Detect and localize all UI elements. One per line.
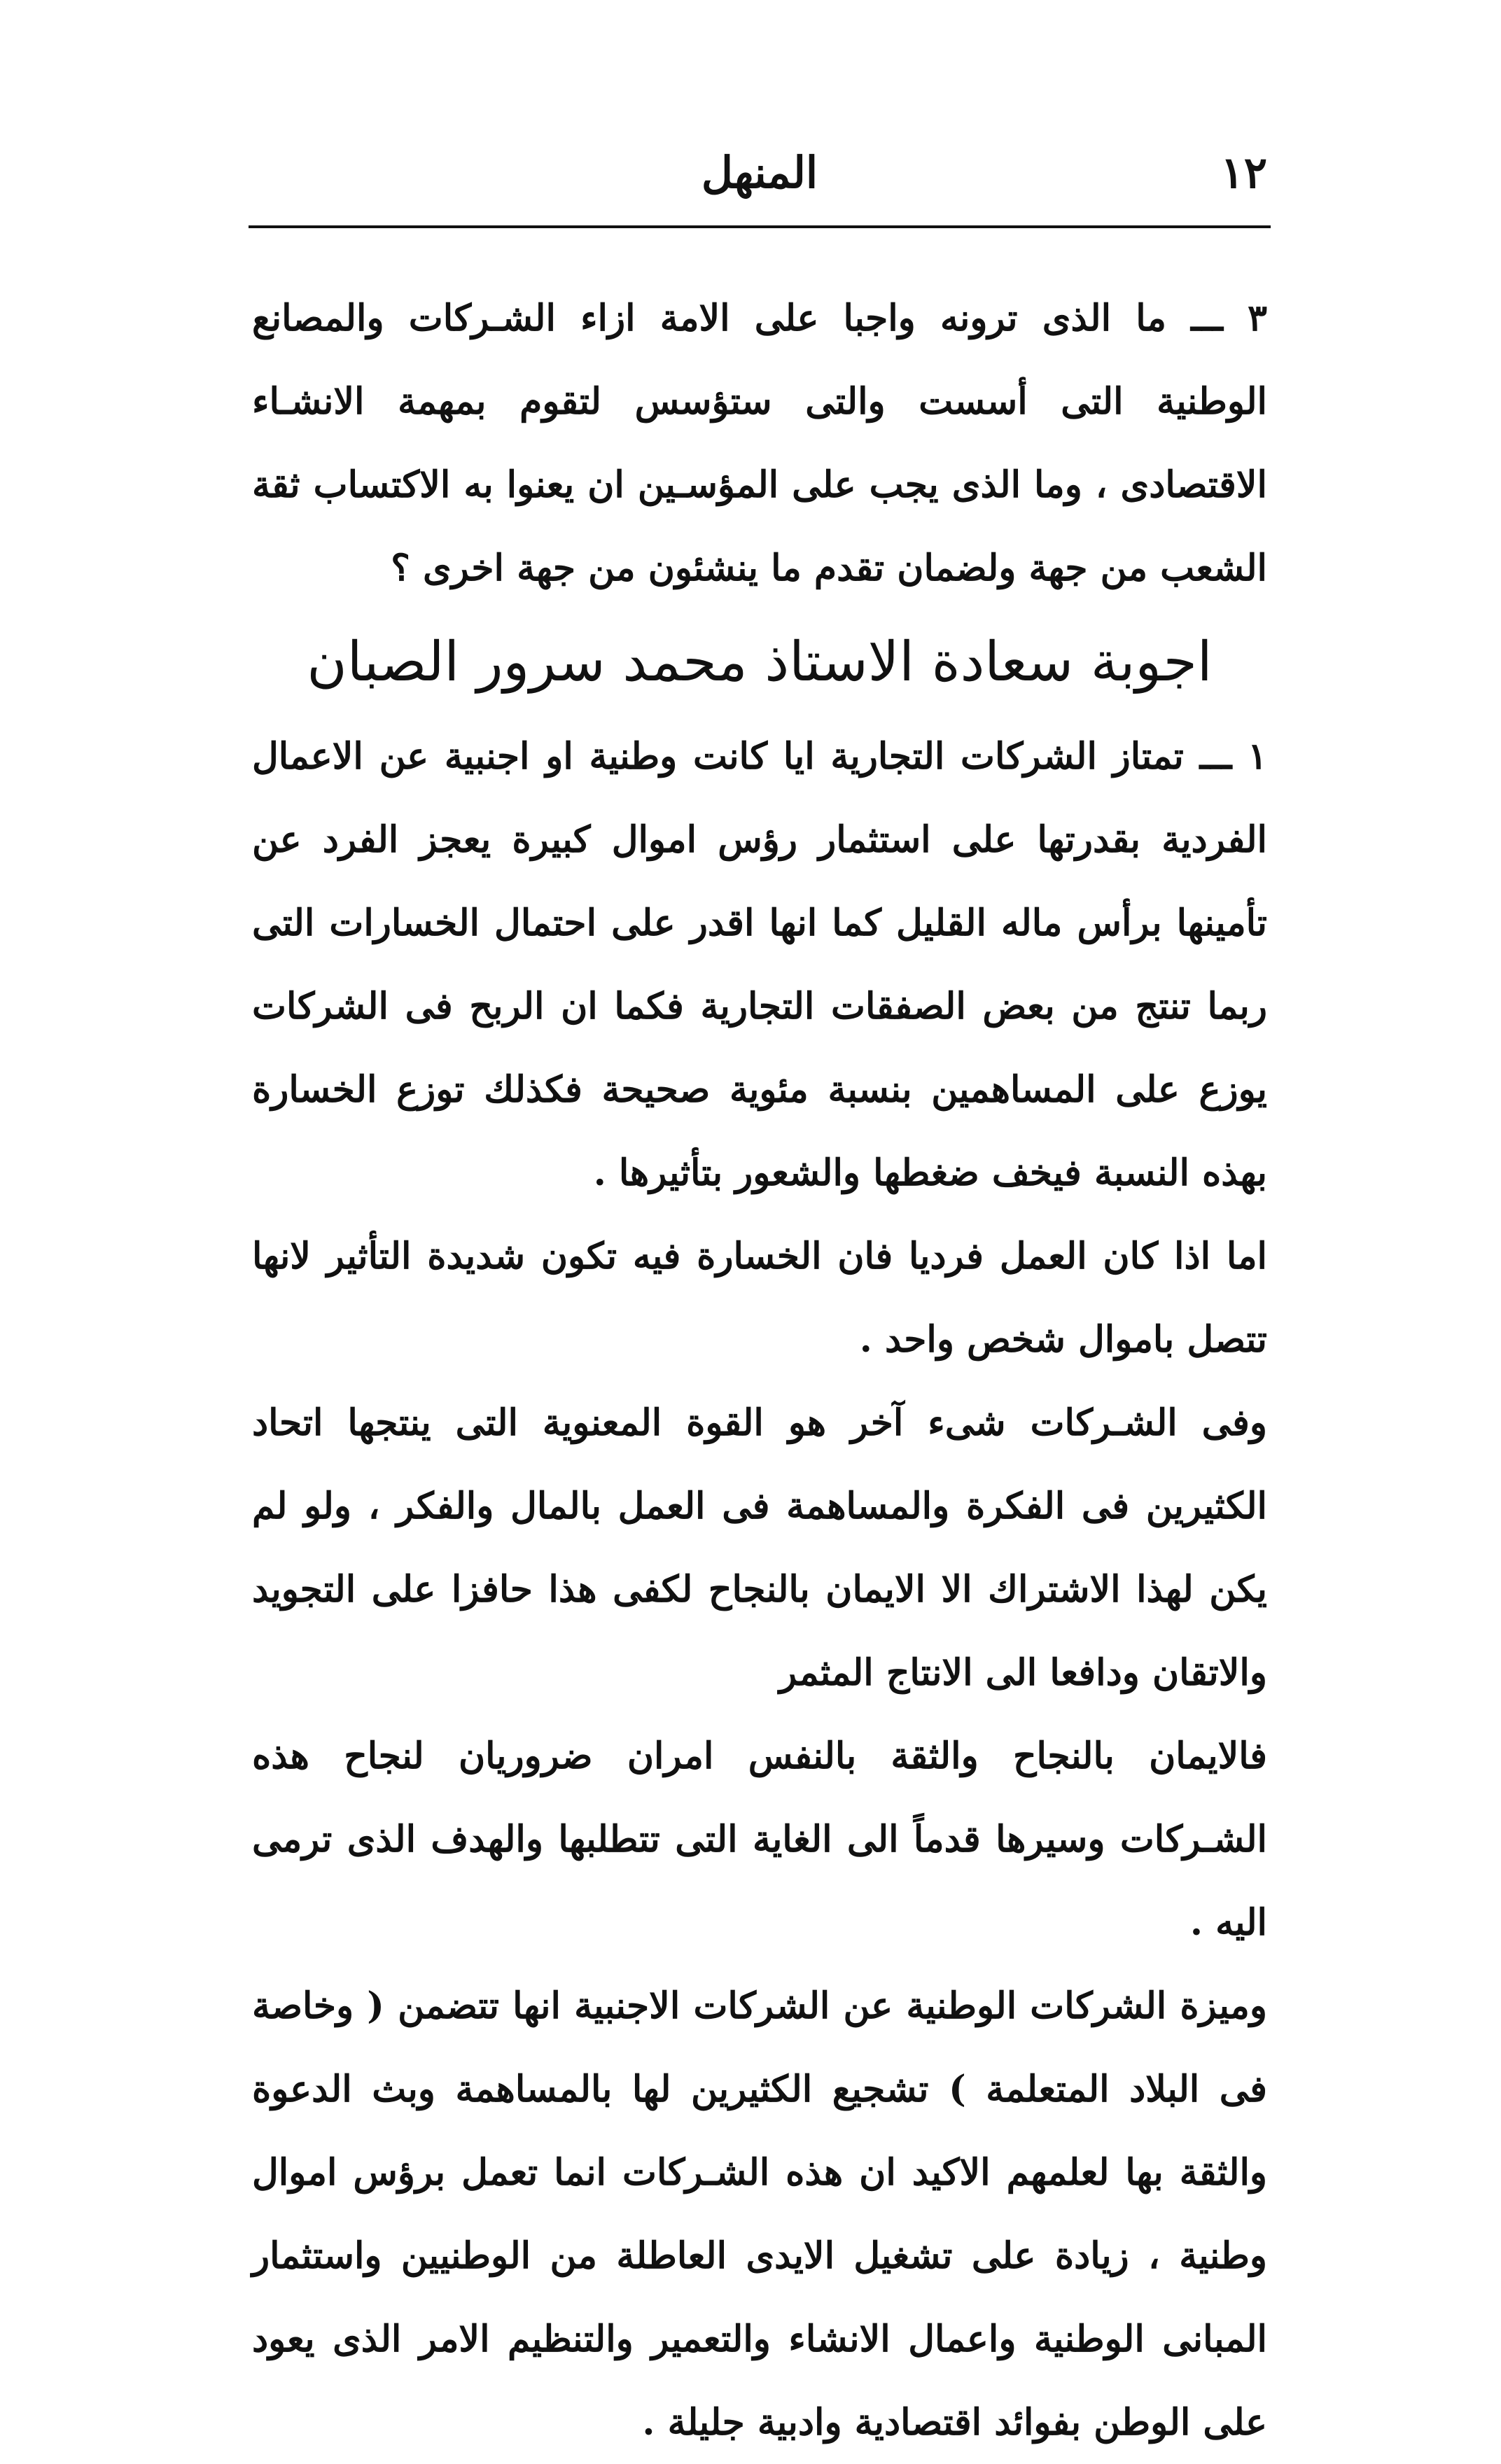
answer-paragraph-5: وميزة الشركات الوطنية عن الشركات الاجنبية انها تتضمن ( وخاصة فى البلاد المتعلمة ) تشجيع الكثيرين لها بالمساهمة وبث الدعوة والثقة بها لعلمهم الاكيد ان هذه الشـركات انما تعمل برؤس اموال وطنية ، زيادة على تشغيل الايدى العاطلة من الوطنيين واستثمار المبانى الوطنية واعمال الانشاء والتعمير والتنظيم الامر الذى يعود على الوطن بفوائد اقتصادية وادبية جليلة . [252, 1984, 1267, 2444]
page-number: ١٢ [1220, 147, 1267, 198]
page-header [252, 147, 1267, 210]
answer-paragraph-4: فالايمان بالنجاح والثقة بالنفس امران ضروريان لنجاح هذه الشـركات وسيرها قدماً الى الغاية التى تتطلبها والهدف الذى ترمى اليه . [252, 1735, 1267, 1944]
page-body [252, 276, 1267, 2464]
answer-paragraph-1: ١ ـــ تمتاز الشركات التجارية ايا كانت وطنية او اجنبية عن الاعمال الفردية بقدرتها على استثمار رؤس اموال كبيرة يعجز الفرد عن تأمينها برأس ماله القليل كما انها اقدر على احتمال الخسارات التى ربما تنتج من بعض الصفقات التجارية فكما ان الربح فى الشركات يوزع على المساهمين بنسبة مئوية صحيحة فكذلك توزع الخسارة بهذه النسبة فيخف ضغطها والشعور بتأثيرها . [252, 735, 1267, 1194]
header-rule [249, 225, 1271, 228]
running-head: المنهل [701, 147, 818, 198]
section-title: اجوبة سعادة الاستاذ محمد سرور الصبان [307, 631, 1213, 694]
question-paragraph: ٣ ـــ ما الذى ترونه واجبا على الامة ازاء الشـركات والمصانع الوطنية التى أسست والتى ستؤسس لتقوم بمهمة الانشـاء الاقتصادى ، وما الذى يجب على المؤسـين ان يعنوا به الاكتساب ثقة الشعب من جهة ولضمان تقدم ما ينشئون من جهة اخرى ؟ [252, 297, 1267, 589]
answer-paragraph-3: وفى الشـركات شىء آخر هو القوة المعنوية التى ينتجها اتحاد الكثيرين فى الفكرة والمساهمة فى العمل بالمال والفكر ، ولو لم يكن لهذا الاشتراك الا الايمان بالنجاح لكفى هذا حافزا على التجويد والاتقان ودافعا الى الانتاج المثمر [252, 1401, 1267, 1694]
answer-paragraph-2: اما اذا كان العمل فرديا فان الخسارة فيه تكون شديدة التأثير لانها تتصل باموال شخص واحد . [252, 1235, 1267, 1361]
